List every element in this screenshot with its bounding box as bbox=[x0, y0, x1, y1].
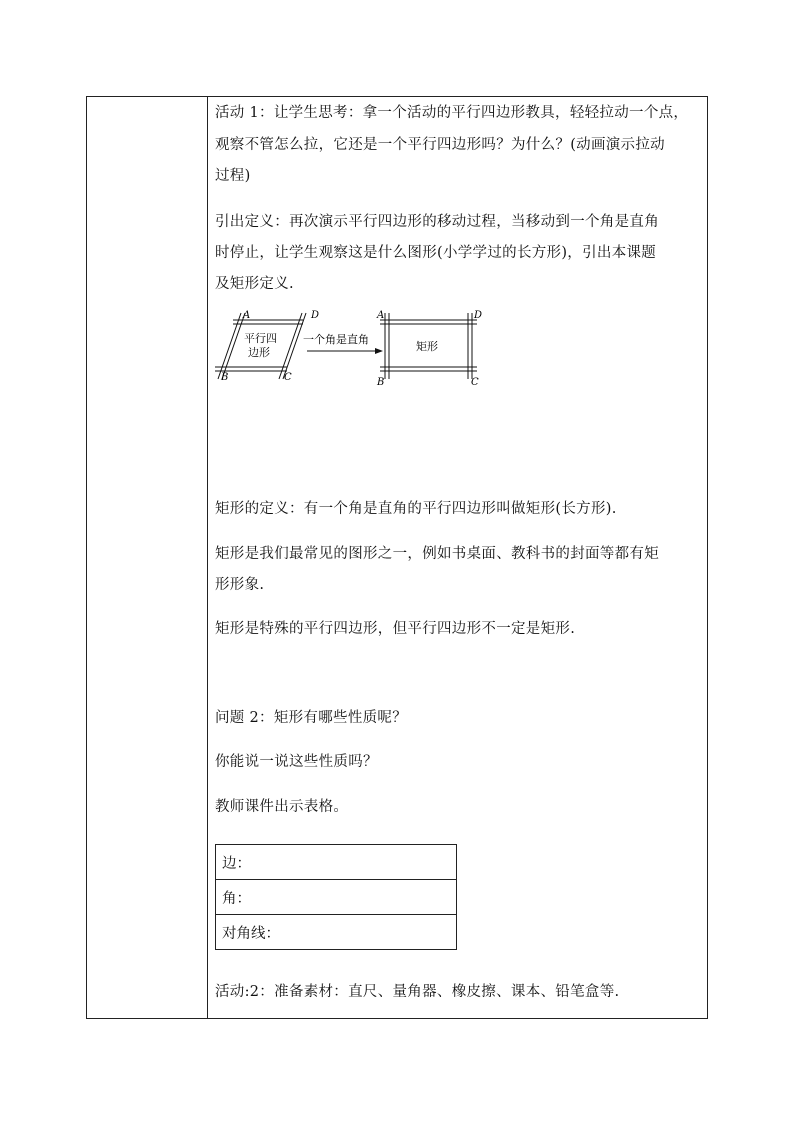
paragraph-3-line-2: 形形象. bbox=[215, 577, 265, 593]
table-cell-sides: 边： bbox=[216, 845, 457, 880]
rectangle-label: 矩形 bbox=[416, 340, 438, 353]
vertex-a-left: A bbox=[243, 310, 251, 321]
paragraph-1-line-1: 活动 1：让学生思考：拿一个活动的平行四边形教具，轻轻拉动一个点， bbox=[215, 105, 689, 121]
table-cell-angles: 角： bbox=[216, 880, 457, 915]
activity-2-text: 活动:2：准备素材：直尺、量角器、橡皮擦、课本、铅笔盒等. bbox=[215, 984, 620, 1000]
lesson-table bbox=[86, 96, 708, 1019]
paragraph-2-line-1: 引出定义：再次演示平行四边形的移动过程，当移动到一个角是直角 bbox=[215, 214, 659, 230]
paragraph-2-line-3: 及矩形定义. bbox=[215, 276, 294, 292]
column-divider bbox=[207, 97, 208, 1018]
question-2: 问题 2：矩形有哪些性质呢？ bbox=[215, 710, 408, 726]
teacher-note: 教师课件出示表格。 bbox=[215, 799, 349, 815]
vertex-b-left: B bbox=[221, 372, 229, 383]
parallelogram-to-rectangle-diagram bbox=[215, 309, 495, 393]
table-row bbox=[216, 915, 457, 950]
paragraph-2-line-2: 时停止，让学生观察这是什么图形(小学学过的长方形)，引出本课题 bbox=[215, 245, 657, 261]
vertex-a-right: A bbox=[377, 310, 385, 321]
properties-table bbox=[215, 844, 457, 950]
vertex-d-left: D bbox=[311, 310, 320, 321]
vertex-b-right: B bbox=[377, 377, 385, 388]
paragraph-1-line-2: 观察不管怎么拉，它还是一个平行四边形吗？为什么？(动画演示拉动 bbox=[215, 137, 665, 153]
table-row bbox=[216, 845, 457, 880]
definition-text: 矩形的定义：有一个角是直角的平行四边形叫做矩形(长方形). bbox=[215, 501, 617, 517]
paragraph-3-line-1: 矩形是我们最常见的图形之一，例如书桌面、教科书的封面等都有矩 bbox=[215, 546, 659, 562]
vertex-d-right: D bbox=[474, 310, 483, 321]
table-row bbox=[216, 880, 457, 915]
paragraph-4-text: 矩形是特殊的平行四边形，但平行四边形不一定是矩形. bbox=[215, 621, 576, 637]
arrow-label: 一个角是直角 bbox=[303, 333, 369, 346]
vertex-c-right: C bbox=[471, 377, 479, 388]
question-sub: 你能说一说这些性质吗？ bbox=[215, 754, 378, 770]
table-cell-diagonals: 对角线： bbox=[216, 915, 457, 950]
vertex-c-left: C bbox=[284, 372, 292, 383]
parallelogram-label-2: 边形 bbox=[248, 346, 270, 359]
parallelogram-label-1: 平行四 bbox=[244, 332, 277, 345]
paragraph-1-line-3: 过程) bbox=[215, 168, 251, 184]
